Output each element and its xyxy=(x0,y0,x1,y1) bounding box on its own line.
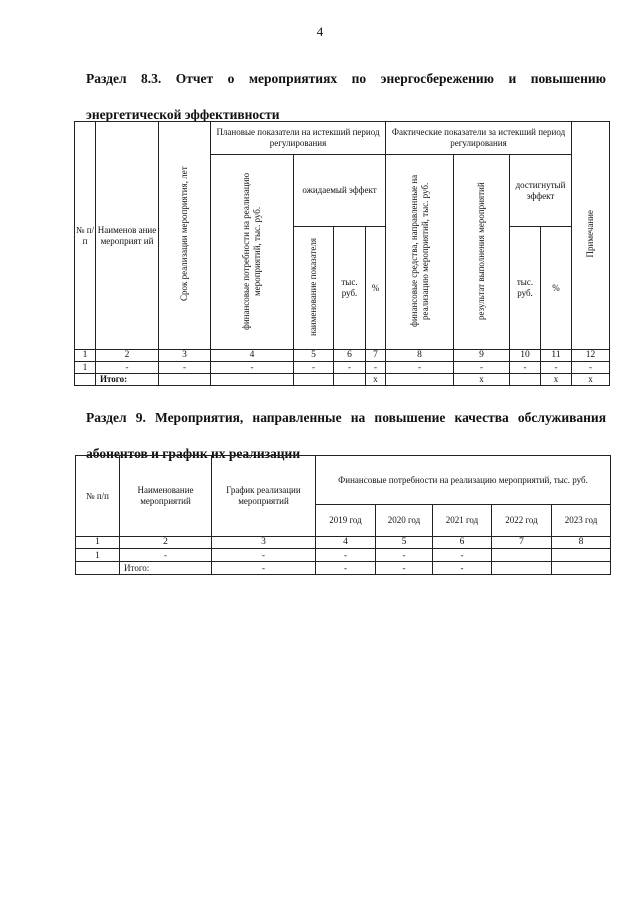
group-actual-header: Фактические показатели за истекший период регулирования xyxy=(386,122,572,155)
col-name-header: Наименование мероприятий xyxy=(120,456,212,537)
table-row: 1 - - - - - - - - - - - xyxy=(75,362,610,374)
year-2019-header: 2019 год xyxy=(316,505,376,537)
section-8-3-heading-line1: Раздел 8.3. Отчет о мероприятиях по энергосбережению и повышению xyxy=(86,71,606,86)
col-percent2-header: % xyxy=(541,227,572,350)
section-9-heading-line1: Раздел 9. Мероприятия, направленные на повышение качества обслуживания xyxy=(86,410,606,425)
section-8-3-heading-line2: энергетической эффективности xyxy=(86,107,280,122)
year-2023-header: 2023 год xyxy=(552,505,611,537)
col-indicator-name-header: наименование показателя xyxy=(294,227,334,350)
year-2021-header: 2021 год xyxy=(433,505,492,537)
year-2020-header: 2020 год xyxy=(376,505,433,537)
column-numbers-row: 1 2 3 4 5 6 7 8 xyxy=(76,537,611,549)
group-planned-header: Плановые показатели на истекший период регулирования xyxy=(211,122,386,155)
column-numbers-row: 1 2 3 4 5 6 7 8 9 10 11 12 xyxy=(75,350,610,362)
group-fin-header: Финансовые потребности на реализацию мероприятий, тыс. руб. xyxy=(316,456,611,505)
col-name-header: Наименов ание мероприят ий xyxy=(96,122,159,350)
col-thous-rub2-header: тыс. руб. xyxy=(510,227,541,350)
service-quality-measures-table xyxy=(75,455,611,575)
total-row: Итого: - - - - xyxy=(76,562,611,575)
table-row: 1 - - - - - xyxy=(76,549,611,562)
total-label: Итого: xyxy=(96,374,159,386)
col-num-header: № п/ п xyxy=(75,122,96,350)
section-9-heading-line2: абонентов и график их реализации xyxy=(86,446,301,461)
col-note-header: Примечание xyxy=(572,122,610,350)
total-label: Итого: xyxy=(120,562,212,575)
col-schedule-header: График реализации мероприятий xyxy=(212,456,316,537)
col-result-header: результат выполнения мероприятий xyxy=(454,155,510,350)
col-fin-need-header: финансовые потребности на реализацию мероприятий, тыс. руб. xyxy=(211,155,294,350)
col-percent-header: % xyxy=(366,227,386,350)
year-2022-header: 2022 год xyxy=(492,505,552,537)
energy-saving-report-table xyxy=(74,121,610,386)
page-number: 4 xyxy=(316,24,324,39)
col-thous-rub-header: тыс. руб. xyxy=(334,227,366,350)
group-achieved-header: достигнутый эффект xyxy=(510,155,572,227)
group-expected-header: ожидаемый эффект xyxy=(294,155,386,227)
col-fin-spent-header: финансовые средства, направленные на реализацию мероприятий, тыс. руб. xyxy=(386,155,454,350)
total-row: Итого: x x x x xyxy=(75,374,610,386)
col-num-header: № п/п xyxy=(76,456,120,537)
section-8-3-heading xyxy=(86,70,606,124)
col-term-header: Срок реализации мероприятия, лет xyxy=(159,122,211,350)
